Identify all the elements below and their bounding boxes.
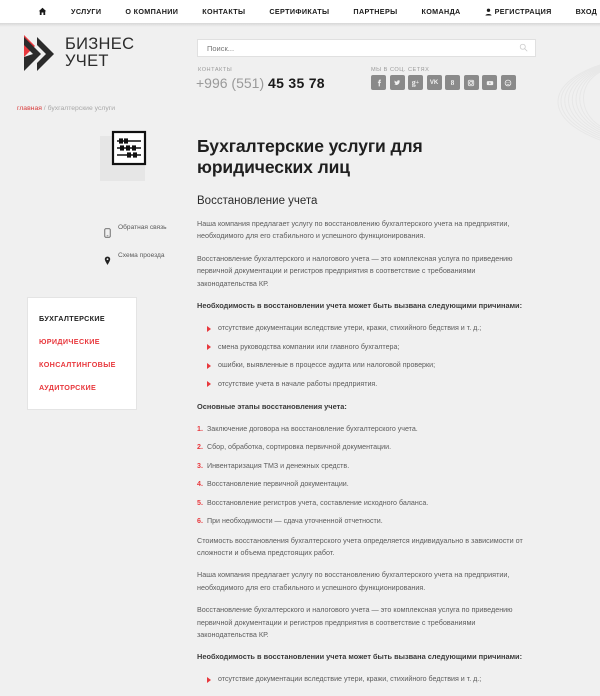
breadcrumb-home[interactable]: главная: [17, 105, 42, 112]
list-item: Восстановление первичной документации.: [207, 480, 349, 489]
paragraph-1: Наша компания предлагает услугу по восстановлению бухгалтерского учета на предприятии, необходимого для его стабильного и успешного функционирования.: [197, 219, 510, 241]
nav-item-partners[interactable]: [341, 7, 409, 16]
facebook-icon[interactable]: [371, 75, 386, 90]
map-pin-icon: [104, 253, 113, 271]
reasons-list: [207, 323, 535, 389]
site-logo[interactable]: [22, 31, 134, 75]
list-item: При необходимости — сдача уточненной отчетности.: [207, 517, 383, 526]
steps-heading: Основные этапы восстановления учета:: [197, 401, 347, 411]
section-subtitle: Восстановление учета: [197, 195, 318, 207]
nav-shadow: [0, 23, 600, 27]
logo-line-2: УЧЕТ: [65, 52, 109, 70]
category-item-accounting[interactable]: БУХГАЛТЕРСКИЕ: [39, 314, 106, 323]
decorative-waves: [538, 50, 600, 150]
search-input[interactable]: [198, 40, 519, 56]
nav-label: О КОМПАНИИ: [125, 7, 179, 16]
list-item: Заключение договора на восстановление бухгалтерского учета.: [207, 424, 418, 433]
phone-icon: [104, 225, 113, 243]
phone-main: 45 35 78: [268, 75, 325, 91]
logo-line-1: БИЗНЕС: [65, 35, 135, 53]
logo-chevron-mark: [22, 31, 58, 75]
sidebar: [0, 118, 170, 392]
nav-item-registration[interactable]: [473, 7, 564, 16]
nav-item-team[interactable]: [409, 7, 472, 16]
contacts-label: КОНТАКТЫ: [198, 67, 233, 73]
list-item: Восстановление регистров учета, составление исходного баланса.: [207, 498, 429, 507]
instagram-icon[interactable]: [464, 75, 479, 90]
mailru-icon[interactable]: [501, 75, 516, 90]
bullets-heading: Необходимость в восстановлении учета может быть вызвана следующими причинами:: [197, 301, 523, 311]
page-title: Бухгалтерские услуги для юридических лиц: [197, 136, 423, 177]
phone-prefix: +996 (551): [196, 75, 265, 91]
category-item-legal[interactable]: ЮРИДИЧЕСКИЕ: [39, 337, 100, 346]
main-content: [197, 136, 535, 696]
nav-label: ПАРТНЕРЫ: [353, 7, 398, 16]
nav-label: РЕГИСТРАЦИЯ: [494, 7, 552, 16]
paragraph-2: Восстановление бухгалтерского и налогового учета — это комплексная услуга по приведению первичной документации и регистров предприятия в соответствие с требованиями законодательства КР.: [197, 253, 513, 288]
category-item-audit[interactable]: АУДИТОРСКИЕ: [39, 383, 97, 392]
bullets-heading-2: Необходимость в восстановлении учета может быть вызвана следующими причинами:: [197, 652, 523, 662]
price-paragraph: Стоимость восстановления бухгалтерского учета определяется индивидуально в зависимости от сложности и объема предстоящих работ.: [197, 535, 523, 557]
feedback-label: Обратная связь: [118, 224, 167, 231]
search-icon[interactable]: [519, 39, 528, 57]
site-header: [0, 23, 600, 101]
nav-item-certificates[interactable]: [257, 7, 341, 16]
nav-item-services[interactable]: [59, 7, 113, 16]
breadcrumb-current: бухгалтерские услуги: [47, 105, 115, 112]
list-item: Инвентаризация ТМЗ и денежных средств.: [207, 461, 350, 470]
logo-text: [65, 36, 134, 70]
vk-icon[interactable]: VK: [427, 75, 442, 90]
nav-item-login[interactable]: [564, 7, 600, 16]
directions-link[interactable]: [104, 252, 170, 271]
list-item: отсутствие документации вследствие утери, кражи, стихийного бедствия и т. д.;: [207, 323, 535, 333]
odnoklassniki-icon[interactable]: 8: [445, 75, 460, 90]
nav-item-home[interactable]: [26, 7, 59, 16]
nav-item-about[interactable]: [113, 7, 190, 16]
steps-list: [197, 424, 535, 527]
user-icon: [485, 8, 492, 16]
nav-label: УСЛУГИ: [71, 7, 102, 16]
directions-label: Схема проезда: [118, 252, 165, 259]
list-item: смена руководства компании или главного бухгалтера;: [207, 342, 535, 352]
abacus-icon: [111, 130, 147, 166]
social-links: [371, 75, 516, 90]
phone-number[interactable]: [196, 75, 325, 91]
paragraph-4: Восстановление бухгалтерского и налогового учета — это комплексная услуга по приведению первичной документации и регистров предприятия в соответствие с требованиями законодательства КР.: [197, 605, 513, 639]
category-item-consulting[interactable]: КОНСАЛТИНГОВЫЕ: [39, 360, 116, 369]
top-navigation: [0, 0, 600, 23]
google-plus-icon[interactable]: g +: [408, 75, 423, 90]
list-item: отсутствие документации вследствие утери, кражи, стихийного бедствия и т. д.;: [207, 674, 535, 684]
nav-label: СЕРТИФИКАТЫ: [269, 7, 330, 16]
home-icon: [38, 7, 47, 16]
feedback-link[interactable]: [104, 224, 170, 243]
breadcrumb: [17, 105, 115, 112]
nav-label: ВХОД: [575, 7, 598, 16]
category-icon-block: [0, 118, 170, 190]
paragraph-3: Наша компания предлагает услугу по восстановлению бухгалтерского учета на предприятии, необходимого для его стабильного и успешного функционирования.: [197, 570, 510, 592]
category-menu: [27, 297, 137, 410]
sidebar-links: [104, 224, 170, 280]
reasons-list-2: [207, 674, 535, 684]
list-item: отсутствие учета в начале работы предприятия.: [207, 379, 535, 389]
search-box[interactable]: [197, 39, 536, 57]
social-label: МЫ В СОЦ. СЕТЯХ: [371, 67, 430, 73]
list-item: Сбор, обработка, сортировка первичной документации.: [207, 443, 392, 452]
nav-list: [0, 7, 600, 16]
breadcrumb-separator: /: [41, 105, 48, 112]
nav-label: КОНТАКТЫ: [202, 7, 246, 16]
youtube-icon[interactable]: [482, 75, 497, 90]
nav-item-contacts[interactable]: [190, 7, 257, 16]
twitter-icon[interactable]: [390, 75, 405, 90]
list-item: ошибки, выявленные в процессе аудита или налоговой проверки;: [207, 360, 535, 370]
nav-label: КОМАНДА: [421, 7, 461, 16]
